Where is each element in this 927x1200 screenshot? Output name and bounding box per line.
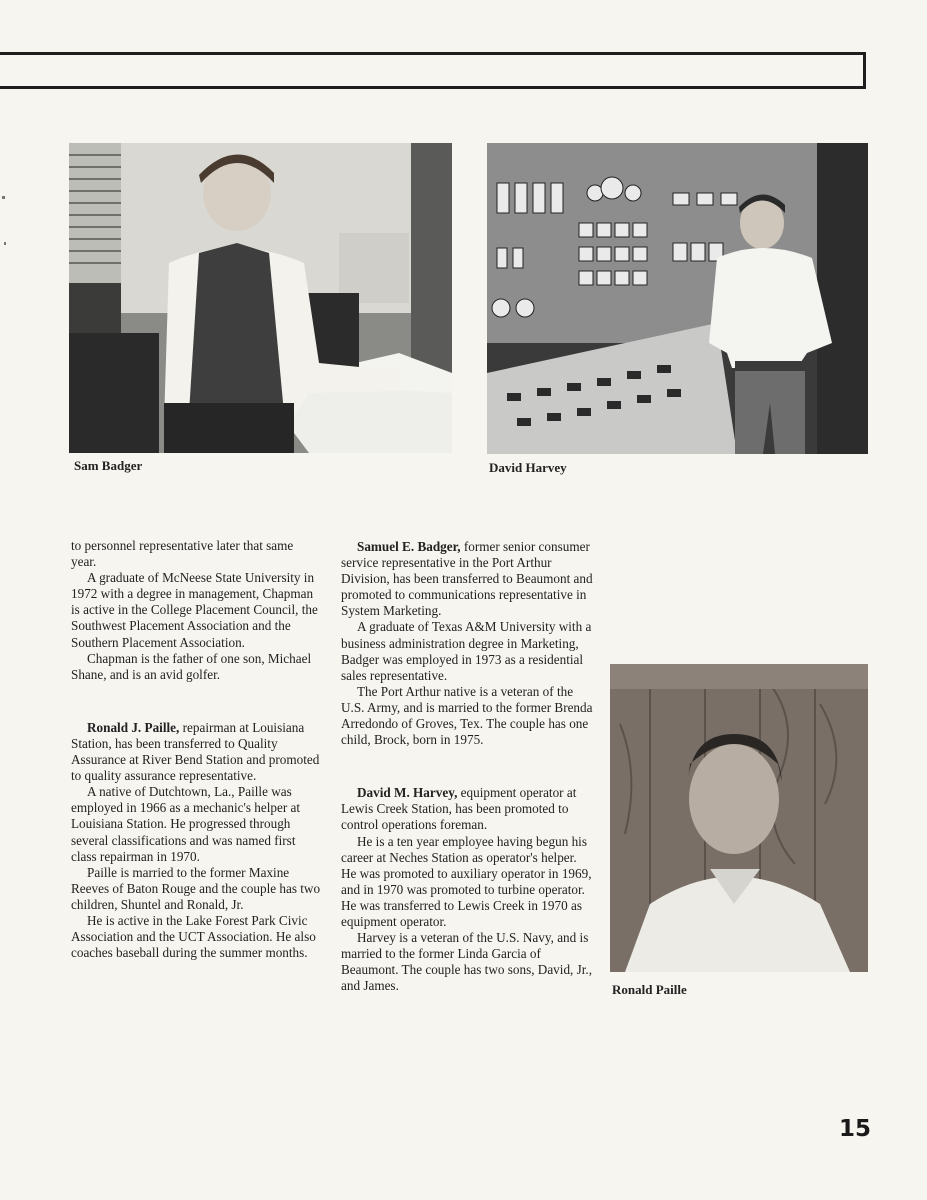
photo-david-harvey — [487, 143, 868, 454]
paragraph: to personnel representative later that same year. — [71, 538, 294, 570]
david-harvey-image — [487, 143, 868, 454]
person-name: David M. Harvey, — [357, 785, 458, 801]
caption-david-harvey: David Harvey — [489, 460, 567, 475]
photo-sam-badger — [69, 143, 452, 453]
paragraph: He is active in the Lake Forest Park Civic Association and the UCT Association. He also coaches baseball during the summer months. — [71, 912, 316, 961]
paragraph-text: former senior consumer service representative in the Port Arthur Division, has been transferred to Beaumont and promoted to communications representative in System Marketing. — [341, 539, 593, 619]
paragraph: Harvey is a veteran of the U.S. Navy, and is married to the former Linda Garcia of Beaumont. The couple has two sons, David, Jr., and James. — [341, 930, 593, 994]
paragraph: He is a ten year employee having begun his career at Neches Station as operator's helper. He was promoted to auxiliary operator in 1969, and in 1970 was promoted to turbine operator. He was transferred to Lewis Creek in 1970 as equipment operator. — [341, 833, 592, 929]
ronald-paille-image — [610, 664, 868, 972]
caption-sam-badger: Sam Badger — [74, 458, 143, 473]
margin-mark — [4, 242, 6, 245]
paragraph-harvey-intro — [341, 785, 593, 833]
photo-ronald-paille — [610, 664, 868, 972]
paragraph: The Port Arthur native is a veteran of the U.S. Army, and is married to the former Brenda Arredondo of Groves, Tex. The couple has one child, Brock, born in 1975. — [341, 683, 593, 748]
paragraph: Chapman is the father of one son, Michael Shane, and is an avid golfer. — [71, 650, 312, 682]
caption-ronald-paille: Ronald Paille — [612, 982, 687, 997]
paragraph-text: repairman at Louisiana Station, has been transferred to Quality Assurance at River Bend Station and promoted to quality assurance representative. — [71, 719, 320, 784]
paragraph: Paille is married to the former Maxine Reeves of Baton Rouge and the couple has two children, Shuntel and Ronald, Jr. — [71, 864, 321, 912]
paragraph: A graduate of McNeese State University in 1972 with a degree in management, Chapman is active in the College Placement Council, the Southwest Placement Association and the Southern Placement Association. — [71, 570, 318, 650]
page-number: 15 — [839, 1116, 872, 1142]
sam-badger-image — [69, 143, 452, 453]
paragraph-paille-intro — [71, 720, 321, 784]
text-column-left — [71, 538, 321, 961]
paragraph: A native of Dutchtown, La., Paille was employed in 1966 as a mechanic's helper at Louisiana Station. He progressed through several classifications and was named first class repairman in 1970. — [71, 784, 301, 864]
paragraph-text: equipment operator at Lewis Creek Station, has been promoted to control operations foreman. — [341, 785, 577, 833]
paragraph: A graduate of Texas A&M University with a business administration degree in Marketing, Badger was employed in 1973 as a residential sales representative. — [341, 619, 592, 683]
person-name: Samuel E. Badger, — [357, 539, 461, 554]
header-rule-box — [0, 52, 866, 89]
text-column-right — [341, 539, 593, 994]
margin-mark — [2, 196, 5, 199]
person-name: Ronald J. Paille, — [87, 719, 180, 735]
paragraph-badger-intro — [341, 539, 593, 619]
